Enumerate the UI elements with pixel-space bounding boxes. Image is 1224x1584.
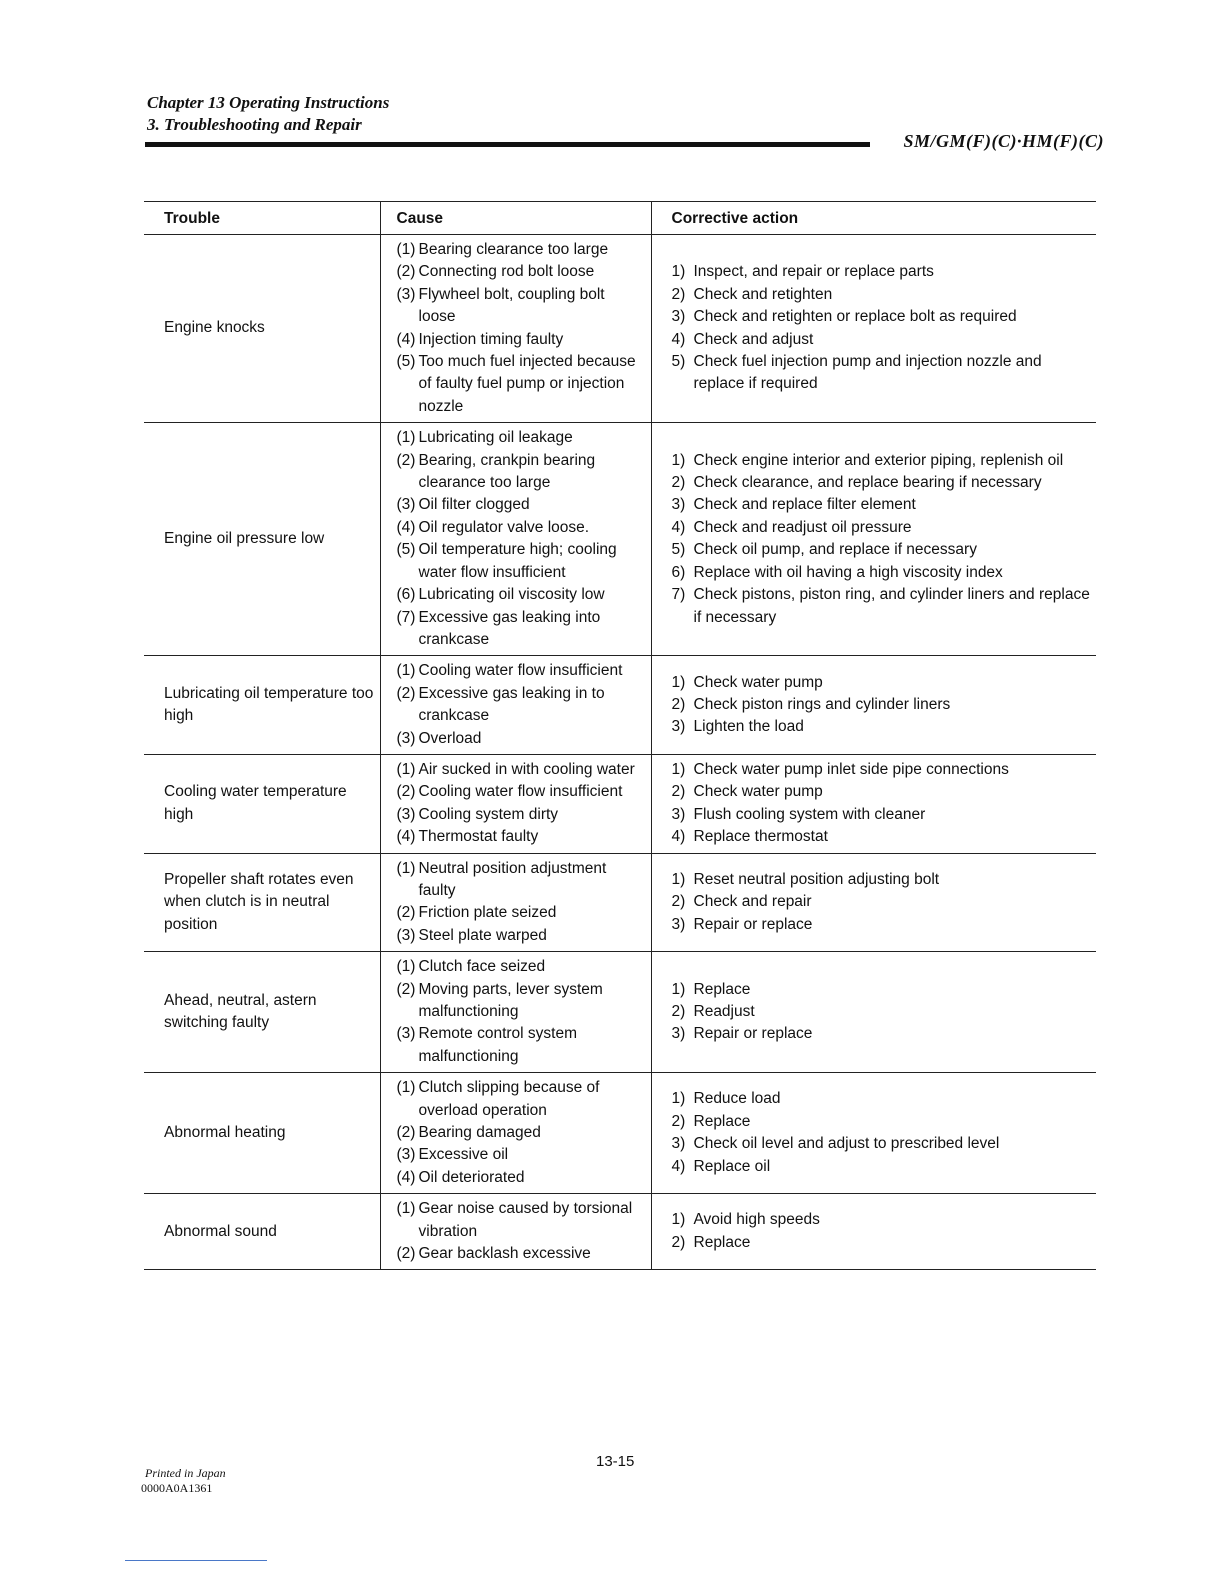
item-number: 2) [671, 474, 686, 492]
item-number: 2) [671, 783, 686, 801]
item-text: Replace [693, 1112, 751, 1130]
cause-item [397, 858, 645, 903]
item-number: 5) [671, 541, 686, 559]
action-item [672, 804, 1091, 826]
item-text: Steel plate warped [418, 926, 547, 944]
cause-item [397, 925, 645, 947]
cause-item [397, 329, 645, 351]
item-text: Lighten the load [693, 718, 804, 736]
item-text: Bearing damaged [418, 1124, 541, 1142]
action-item [672, 781, 1091, 803]
trouble-cell: Engine knocks [144, 235, 380, 423]
cause-cell [380, 1073, 651, 1194]
item-text: Oil regulator valve loose. [418, 518, 590, 536]
table-row [144, 1194, 1096, 1270]
trouble-cell: Propeller shaft rotates even when clutch is in neutral position [144, 853, 380, 952]
item-number: 2) [671, 893, 686, 911]
cause-item [397, 450, 645, 495]
cause-item [397, 494, 645, 516]
item-number: (2) [396, 783, 416, 801]
cause-item [397, 607, 645, 652]
item-text: Reduce load [693, 1090, 781, 1108]
item-text: Check and retighten or replace bolt as required [693, 308, 1017, 326]
item-number: 3) [671, 805, 686, 823]
item-text: Oil filter clogged [418, 496, 530, 514]
action-cell [651, 853, 1096, 952]
item-text: Excessive gas leaking in to crankcase [418, 684, 605, 725]
table-row [144, 952, 1096, 1073]
action-item [672, 891, 1091, 913]
cause-item [397, 804, 645, 826]
item-number: 3) [671, 718, 686, 736]
item-text: Lubricating oil viscosity low [418, 586, 605, 604]
item-text: Check water pump inlet side pipe connections [693, 760, 1009, 778]
cause-item [397, 781, 645, 803]
item-text: Bearing, crankpin bearing clearance too large [418, 451, 596, 492]
trouble-cell: Lubricating oil temperature too high [144, 656, 380, 755]
trouble-cell: Abnormal heating [144, 1073, 380, 1194]
cause-cell [380, 423, 651, 656]
footer-rule [125, 1560, 267, 1561]
item-number: 2) [671, 1233, 686, 1251]
cause-item [397, 956, 645, 978]
item-text: Bearing clearance too large [418, 241, 609, 258]
item-text: Check and repair [693, 893, 812, 911]
item-text: Check clearance, and replace bearing if necessary [693, 474, 1042, 492]
item-number: (2) [396, 1245, 416, 1263]
cause-item [397, 539, 645, 584]
item-text: Repair or replace [693, 1025, 813, 1043]
item-number: (2) [396, 904, 416, 922]
item-text: Check and replace filter element [693, 496, 916, 514]
item-number: (1) [396, 760, 416, 778]
trouble-cell: Cooling water temperature high [144, 754, 380, 853]
cause-item [397, 1023, 645, 1068]
cause-cell [380, 853, 651, 952]
item-text: Air sucked in with cooling water [418, 760, 635, 778]
action-item [672, 1088, 1091, 1110]
cause-cell [380, 235, 651, 423]
item-number: 3) [671, 1025, 686, 1043]
item-text: Clutch slipping because of overload operation [418, 1079, 600, 1119]
cause-item [397, 584, 645, 606]
action-item [672, 472, 1091, 494]
item-text: Check and adjust [693, 330, 814, 348]
cause-item [397, 902, 645, 924]
item-text: Friction plate seized [418, 904, 557, 922]
item-text: Check pistons, piston ring, and cylinder liners and replace if necessary [693, 586, 1090, 626]
item-number: (1) [396, 859, 416, 877]
action-item [672, 716, 1091, 738]
action-cell [651, 423, 1096, 656]
item-text: Connecting rod bolt loose [418, 263, 595, 281]
cause-item [397, 284, 645, 329]
cause-item [397, 979, 645, 1024]
item-number: (3) [396, 1146, 416, 1164]
header-trouble: Trouble [144, 202, 380, 235]
item-text: Gear backlash excessive [418, 1245, 591, 1263]
item-text: Check oil pump, and replace if necessary [693, 541, 977, 559]
item-number: (2) [396, 684, 416, 702]
item-text: Flywheel bolt, coupling bolt loose [418, 285, 605, 326]
cause-item [397, 261, 645, 283]
item-text: Check engine interior and exterior piping, replenish oil [693, 451, 1064, 469]
item-number: 1) [671, 760, 686, 778]
item-text: Check water pump [693, 673, 823, 691]
item-text: Replace [693, 980, 751, 998]
action-item [672, 1232, 1091, 1254]
item-text: Remote control system malfunctioning [418, 1025, 577, 1065]
item-text: Avoid high speeds [693, 1211, 820, 1229]
action-cell [651, 656, 1096, 755]
item-number: (2) [396, 263, 416, 281]
document-code: 0000A0A1361 [141, 1481, 213, 1495]
item-text: Check and readjust oil pressure [693, 518, 912, 536]
cause-item [397, 759, 645, 781]
header-rule [145, 142, 870, 147]
item-number: 2) [671, 1003, 686, 1020]
item-text: Readjust [693, 1003, 755, 1020]
item-number: (1) [396, 662, 416, 680]
item-text: Gear noise caused by torsional vibration [418, 1200, 633, 1240]
cause-item [397, 728, 645, 750]
item-text: Too much fuel injected because of faulty fuel pump or injection nozzle [418, 353, 636, 415]
cause-item [397, 826, 645, 848]
item-number: (1) [396, 241, 416, 258]
action-item [672, 306, 1091, 328]
troubleshooting-table [144, 201, 1096, 1270]
item-number: 7) [671, 586, 686, 604]
action-item [672, 1209, 1091, 1231]
header-cause: Cause [380, 202, 651, 235]
item-number: 3) [671, 1135, 686, 1153]
chapter-heading [147, 92, 389, 136]
item-number: 1) [671, 451, 686, 469]
cause-item [397, 239, 645, 261]
item-number: (3) [396, 805, 416, 823]
table-row [144, 235, 1096, 423]
action-item [672, 351, 1091, 396]
item-number: (1) [396, 429, 416, 447]
item-number: (3) [396, 496, 416, 514]
item-number: 1) [671, 1090, 686, 1108]
item-number: 4) [671, 1157, 686, 1175]
item-number: (3) [396, 285, 416, 303]
item-number: (3) [396, 926, 416, 944]
cause-item [397, 517, 645, 539]
cause-cell [380, 754, 651, 853]
action-cell [651, 1073, 1096, 1194]
action-item [672, 694, 1091, 716]
page-number: 13-15 [596, 1453, 635, 1470]
item-number: (2) [396, 451, 416, 469]
action-item [672, 517, 1091, 539]
item-number: (7) [396, 608, 416, 626]
cause-item [397, 1144, 645, 1166]
item-number: (3) [396, 729, 416, 747]
cause-cell [380, 656, 651, 755]
item-number: 6) [671, 563, 686, 581]
cause-item [397, 427, 645, 449]
trouble-cell: Ahead, neutral, astern switching faulty [144, 952, 380, 1073]
item-number: (4) [396, 828, 416, 846]
item-text: Replace thermostat [693, 828, 828, 846]
item-text: Excessive oil [418, 1146, 509, 1164]
item-number: 4) [671, 518, 686, 536]
item-number: 3) [671, 496, 686, 514]
action-item [672, 1023, 1091, 1045]
action-item [672, 1133, 1091, 1155]
action-item [672, 869, 1091, 891]
action-item [672, 1111, 1091, 1133]
action-item [672, 672, 1091, 694]
cause-cell [380, 1194, 651, 1270]
cause-item [397, 1167, 645, 1189]
item-number: (6) [396, 586, 416, 604]
item-text: Check and retighten [693, 285, 833, 303]
action-item [672, 450, 1091, 472]
item-text: Thermostat faulty [418, 828, 539, 846]
item-number: 1) [671, 673, 686, 691]
action-item [672, 261, 1091, 283]
item-number: (5) [396, 353, 416, 371]
action-cell [651, 754, 1096, 853]
trouble-cell: Engine oil pressure low [144, 423, 380, 656]
action-item [672, 284, 1091, 306]
item-text: Neutral position adjustment faulty [418, 859, 607, 899]
item-number: (2) [396, 980, 416, 998]
table-row [144, 656, 1096, 755]
action-item [672, 1001, 1091, 1023]
item-text: Check water pump [693, 783, 823, 801]
item-number: 1) [671, 1211, 686, 1229]
action-item [672, 539, 1091, 561]
item-number: (1) [396, 958, 416, 976]
item-text: Inspect, and repair or replace parts [693, 263, 934, 281]
item-text: Check piston rings and cylinder liners [693, 695, 951, 713]
item-number: (5) [396, 541, 416, 559]
item-number: (1) [396, 1200, 416, 1218]
item-number: 2) [671, 695, 686, 713]
item-number: 3) [671, 915, 686, 933]
table-row [144, 853, 1096, 952]
cause-cell [380, 952, 651, 1073]
item-text: Replace [693, 1233, 751, 1251]
trouble-cell: Abnormal sound [144, 1194, 380, 1270]
action-item [672, 979, 1091, 1001]
cause-item [397, 660, 645, 682]
item-number: (1) [396, 1079, 416, 1097]
item-number: 1) [671, 263, 686, 281]
item-number: (3) [396, 1025, 416, 1043]
item-text: Overload [418, 729, 482, 747]
item-text: Check fuel injection pump and injection nozzle and replace if required [693, 353, 1042, 393]
item-number: (4) [396, 518, 416, 536]
action-item [672, 914, 1091, 936]
model-designation: SM/GM(F)(C)·HM(F)(C) [903, 131, 1104, 151]
item-number: 5) [671, 353, 686, 371]
item-text: Cooling water flow insufficient [418, 662, 623, 680]
action-cell [651, 952, 1096, 1073]
action-item [672, 826, 1091, 848]
section-title: 3. Troubleshooting and Repair [147, 115, 362, 134]
item-number: 4) [671, 828, 686, 846]
item-text: Check oil level and adjust to prescribed level [693, 1135, 1000, 1153]
item-text: Flush cooling system with cleaner [693, 805, 926, 823]
item-number: (2) [396, 1124, 416, 1142]
table-row [144, 423, 1096, 656]
item-text: Replace with oil having a high viscosity index [693, 563, 1003, 581]
item-text: Excessive gas leaking into crankcase [418, 608, 601, 648]
item-number: 2) [671, 285, 686, 303]
action-item [672, 562, 1091, 584]
item-text: Lubricating oil leakage [418, 429, 573, 447]
item-number: 4) [671, 330, 686, 348]
item-text: Cooling system dirty [418, 805, 559, 823]
chapter-title: Chapter 13 Operating Instructions [147, 93, 390, 112]
action-item [672, 329, 1091, 351]
item-text: Repair or replace [693, 915, 813, 933]
action-cell [651, 235, 1096, 423]
item-text: Reset neutral position adjusting bolt [693, 870, 940, 888]
item-number: (4) [396, 330, 416, 348]
action-cell [651, 1194, 1096, 1270]
cause-item [397, 1077, 645, 1122]
action-item [672, 759, 1091, 781]
cause-item [397, 351, 645, 418]
table-header-row [144, 202, 1096, 235]
item-number: 2) [671, 1112, 686, 1130]
item-text: Oil deteriorated [418, 1168, 525, 1186]
item-number: 3) [671, 308, 686, 326]
item-number: (4) [396, 1168, 416, 1186]
action-item [672, 494, 1091, 516]
table-row [144, 754, 1096, 853]
cause-item [397, 1243, 645, 1265]
item-number: 1) [671, 980, 686, 998]
cause-item [397, 1198, 645, 1243]
cause-item [397, 683, 645, 728]
item-text: Oil temperature high; cooling water flow insufficient [418, 541, 617, 581]
item-number: 1) [671, 870, 686, 888]
item-text: Moving parts, lever system malfunctioning [418, 980, 603, 1020]
item-text: Clutch face seized [418, 958, 546, 976]
action-item [672, 584, 1091, 629]
item-text: Replace oil [693, 1157, 771, 1175]
cause-item [397, 1122, 645, 1144]
printed-note: Printed in Japan [145, 1466, 226, 1480]
header-action: Corrective action [651, 202, 1096, 235]
item-text: Injection timing faulty [418, 330, 564, 348]
action-item [672, 1156, 1091, 1178]
table-row [144, 1073, 1096, 1194]
item-text: Cooling water flow insufficient [418, 783, 623, 801]
